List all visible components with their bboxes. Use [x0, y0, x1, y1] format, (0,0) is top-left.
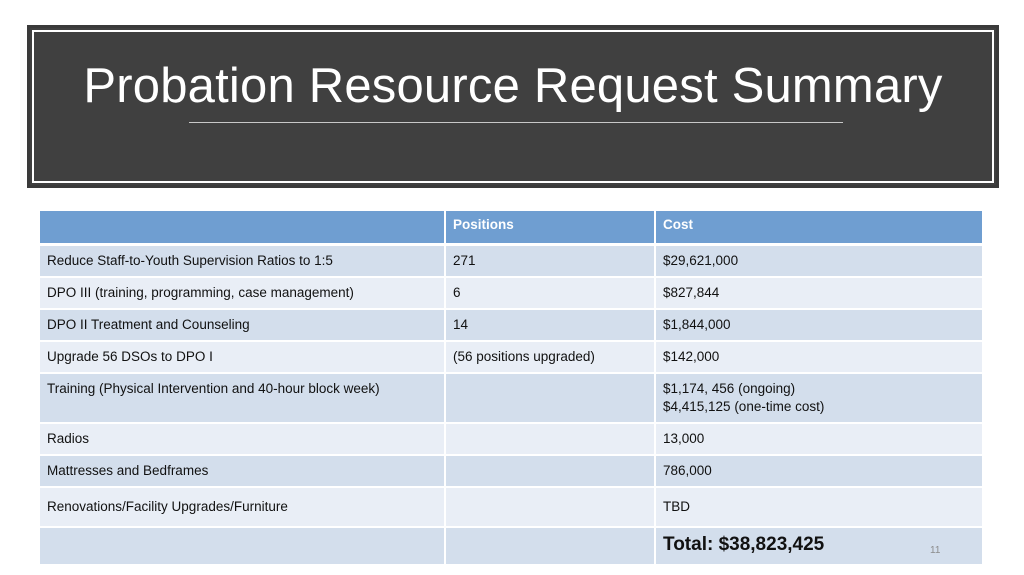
row-item: Upgrade 56 DSOs to DPO I [40, 341, 445, 373]
row-positions [445, 373, 655, 423]
row-cost: TBD [655, 487, 982, 527]
row-cost: $142,000 [655, 341, 982, 373]
row-cost: $1,844,000 [655, 309, 982, 341]
row-positions [445, 423, 655, 455]
row-cost: $827,844 [655, 277, 982, 309]
table-row [40, 423, 982, 455]
table-header-row [40, 211, 982, 244]
row-item: Radios [40, 423, 445, 455]
page-number: 11 [930, 545, 941, 556]
row-item: Training (Physical Intervention and 40-hour block week) [40, 373, 445, 423]
row-cost: 786,000 [655, 455, 982, 487]
resource-summary-table [40, 211, 982, 566]
table-row [40, 373, 982, 423]
table-row [40, 244, 982, 277]
row-item: DPO III (training, programming, case management) [40, 277, 445, 309]
row-item: Renovations/Facility Upgrades/Furniture [40, 487, 445, 527]
row-positions [445, 487, 655, 527]
header-cost: Cost [655, 211, 982, 244]
table-row [40, 455, 982, 487]
row-positions: 14 [445, 309, 655, 341]
row-cost: $29,621,000 [655, 244, 982, 277]
row-item: DPO II Treatment and Counseling [40, 309, 445, 341]
header-item [40, 211, 445, 244]
total-row [40, 527, 982, 565]
row-cost: 13,000 [655, 423, 982, 455]
slide-title: Probation Resource Request Summary [83, 59, 943, 113]
row-positions: (56 positions upgraded) [445, 341, 655, 373]
row-positions: 271 [445, 244, 655, 277]
row-cost-ongoing: $1,174, 456 (ongoing) [663, 380, 796, 396]
row-item: Reduce Staff-to-Youth Supervision Ratios to 1:5 [40, 244, 445, 277]
table-row [40, 341, 982, 373]
total-row-item [40, 527, 445, 565]
header-positions: Positions [445, 211, 655, 244]
table-row [40, 309, 982, 341]
title-banner [27, 25, 999, 188]
row-cost-multiline [655, 373, 982, 423]
row-item: Mattresses and Bedframes [40, 455, 445, 487]
table-row [40, 487, 982, 527]
total-cost-label: Total: $38,823,425 [663, 533, 825, 555]
title-underline [189, 122, 843, 123]
total-row-positions [445, 527, 655, 565]
table-row [40, 277, 982, 309]
row-positions [445, 455, 655, 487]
row-positions: 6 [445, 277, 655, 309]
row-cost-one-time: $4,415,125 (one-time cost) [663, 398, 825, 414]
